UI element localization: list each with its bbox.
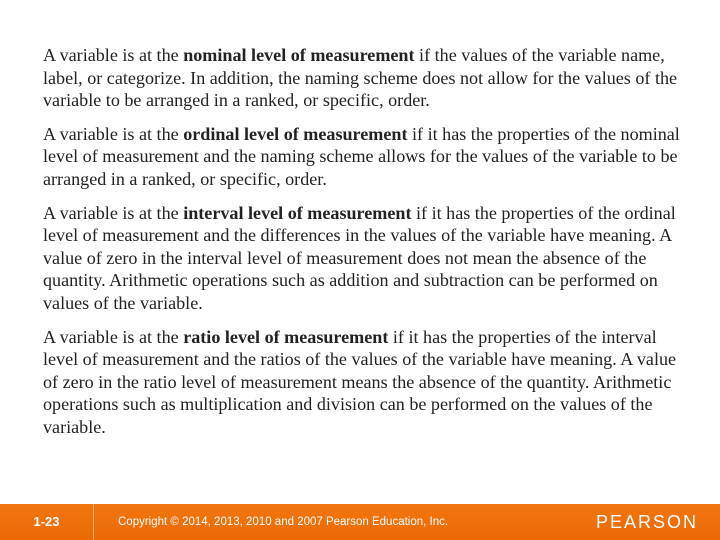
term-ratio: ratio level of measurement [183, 326, 389, 347]
term-interval: interval level of measurement [183, 202, 412, 223]
paragraph-lead: A variable is at the [43, 202, 184, 223]
page-number: 1-23 [0, 504, 94, 540]
paragraph-nominal [43, 44, 691, 112]
copyright-notice: Copyright © 2014, 2013, 2010 and 2007 Pearson Education, Inc. [118, 516, 449, 528]
paragraph-text: if it has the properties of the nominal level of measurement and the naming scheme allows for the values of the variable to be arranged in a ranked, or specific, order. [43, 123, 680, 189]
paragraph-interval [43, 202, 691, 315]
paragraph-text: if the values of the variable name, label, or categorize. In addition, the naming scheme does not allow for the values of the variable to be arranged in a ranked, or specific, order. [43, 45, 678, 111]
paragraph-ordinal [43, 123, 691, 191]
paragraph-text: if it has the properties of the ordinal level of measurement and the differences in the values of the variable have meaning. A value of zero in the interval level of measurement does not mean the absence of the quantity. Arithmetic operations such as addition and subtraction can be performed on values of the variable. [43, 202, 676, 313]
footer-bar [0, 504, 720, 540]
paragraph-ratio [43, 326, 691, 439]
paragraph-lead: A variable is at the [43, 326, 184, 347]
paragraph-lead: A variable is at the [43, 123, 184, 144]
slide-body [43, 44, 691, 450]
paragraph-text: if it has the properties of the interval level of measurement and the ratios of the values of the variable have meaning. A value of zero in the ratio level of measurement means the absence of the quantity. Arithmetic operations such as multiplication and division can be performed on the values of the variable. [43, 326, 677, 437]
term-ordinal: ordinal level of measurement [183, 123, 408, 144]
term-nominal: nominal level of measurement [183, 45, 415, 65]
paragraph-lead: A variable is at the [43, 45, 184, 65]
pearson-logo: PEARSON [595, 512, 698, 532]
